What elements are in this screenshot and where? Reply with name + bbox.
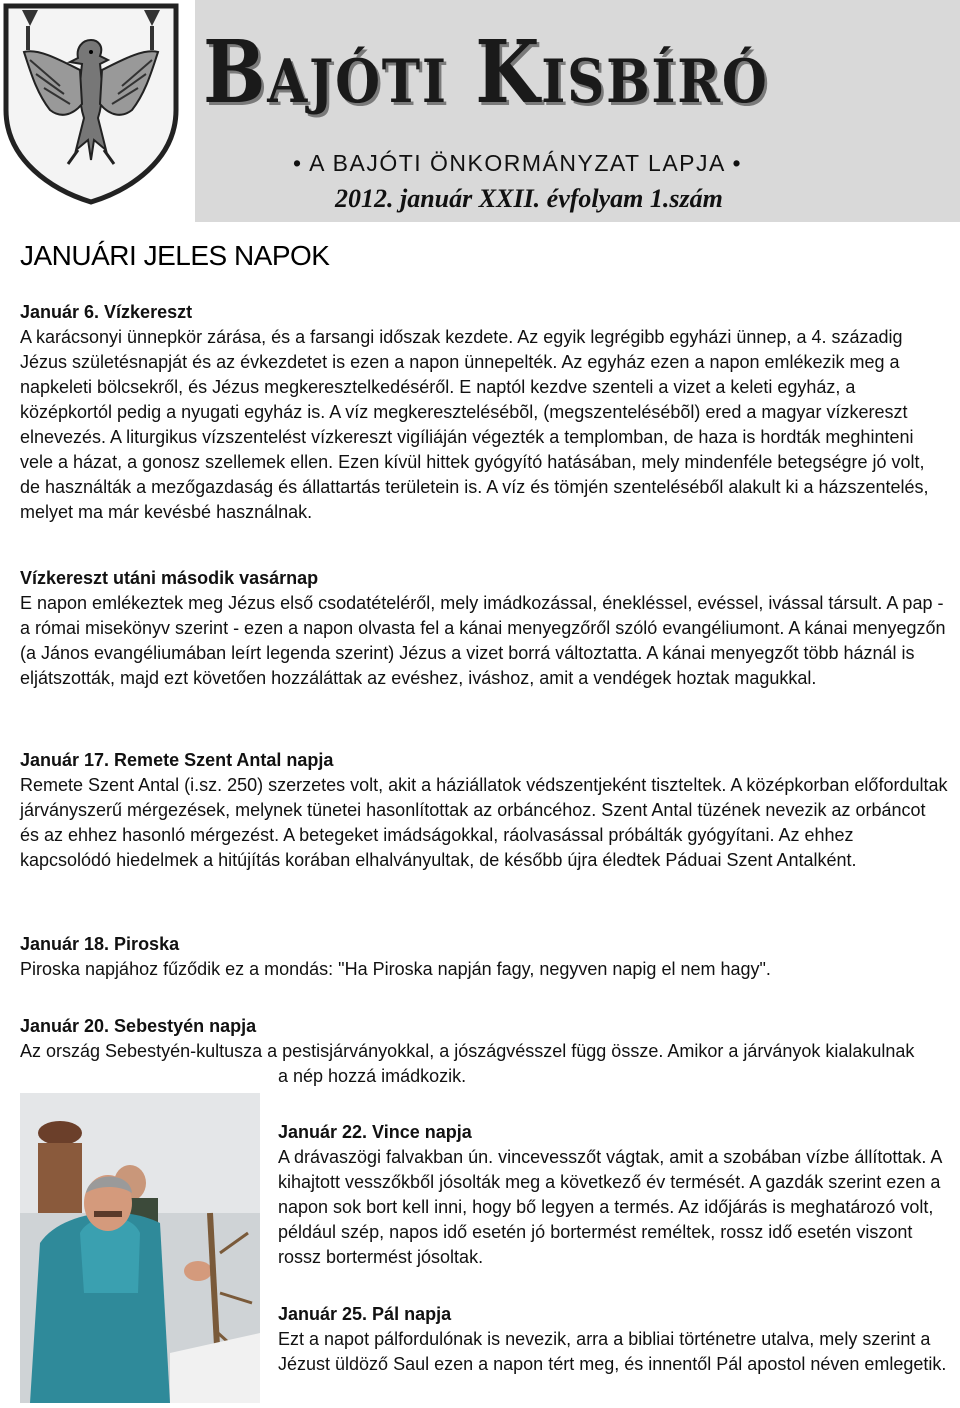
section-text: A drávaszögi falvakban ún. vincevesszőt vágtak, amit a szobában vízbe állítottak. A kihajtott vesszőkből jósolták meg a következő év termését. A gazdák szerint ezen a napon sok bort kell inni, hogy bő legyen a termés. Az időjárás is meghatározó volt, például szép, napos idő esetén jó bortermést reméltek, rossz idő esetén viszont rossz bortermést jósoltak. (278, 1147, 942, 1267)
section-second-sunday (20, 566, 948, 691)
section-vince (278, 1120, 948, 1270)
section-remete-szent-antal (20, 748, 948, 873)
section-text: Piroska napjához fűződik ez a mondás: "Ha Piroska napján fagy, negyven napig el nem hagy". (20, 959, 771, 979)
section-text: Remete Szent Antal (i.sz. 250) szerzetes volt, akit a háziállatok védszentjeként tiszteltek. A középkorban előfordultak járványszerű mérgezések, melynek tünetei hasonlítottak az orbáncéhoz. Szent Antal tüzének nevezik az orbáncot és az ehhez hasonló mérgezést. A betegeket imádságokkal, ráolvasással próbálták gyógyítani. Az ehhez kapcsolódó hiedelmek a hitújítás korában elhalványultak, de később újra éledtek Páduai Szent Antalként. (20, 775, 948, 870)
section-vizkereszt (20, 300, 948, 525)
section-sebestyen (20, 1014, 948, 1089)
section-heading: Vízkereszt utáni második vasárnap (20, 568, 319, 588)
vince-day-photo (20, 1093, 260, 1403)
section-text-tail: a nép hozzá imádkozik. (278, 1066, 467, 1086)
section-pal (278, 1302, 948, 1377)
section-heading: Január 6. Vízkereszt (20, 302, 193, 322)
newspaper-title: Bajóti Kisbíró (203, 22, 769, 123)
section-piroska (20, 932, 948, 982)
section-heading: Január 18. Piroska (20, 934, 180, 954)
section-heading: Január 25. Pál napja (278, 1304, 452, 1324)
section-heading: Január 20. Sebestyén napja (20, 1016, 257, 1036)
page-heading: JANUÁRI JELES NAPOK (20, 240, 330, 271)
section-text: E napon emlékeztek meg Jézus első csodatételéről, mely imádkozással, énekléssel, evéssel, ivással társult. A pap - a római misekönyv szerint - ezen a napon olvasta fel a kánai menyegzőről szóló evangéliumont. A kánai menyegzőn (a János evangéliumában leírt legenda szerint) Jézus a vizet borrá változtatta. A kánai menyegzőt több háznál is eljátszották, majd ezt követően hozzáláttak az evéshez, iváshoz, amit a vendégek hoztak magukkal. (20, 593, 946, 688)
section-heading: Január 17. Remete Szent Antal napja (20, 750, 334, 770)
coat-of-arms-eagle-icon (0, 0, 182, 205)
issue-info: 2012. január XXII. évfolyam 1.szám (335, 184, 723, 213)
section-heading: Január 22. Vince napja (278, 1122, 472, 1142)
masthead (195, 0, 960, 222)
section-text: A karácsonyi ünnepkör zárása, és a farsangi időszak kezdete. Az egyik legrégibb egyházi ünnep, a 4. századig Jézus születésnapját és az évkezdetet is ezen a napon ünnepelték. Az egyház ezen a napon emlékezik meg a napkeleti bölcsekről, és Jézus megkeresztelkedéséről. E naptól kezdve szenteli a vizet a keleti egyház, a középkortól pedig a nyugati egyház is. A víz megkeresztelésébõl, (megszentelésébõl) ered a magyar vízkereszt elnevezés. A liturgikus vízszentelést vízkereszt vigíliáján végezték a templomban, de haza is hordták meghinteni vele a házat, a gonosz szellemek ellen. Ezen kívül hittek gyógyító hatásában, mely mindenféle betegségre jó volt, de használták a mezőgazdaság és állattartás területein is. A víz és tömjén szenteléséből alakult ki a házszentelés, melyet ma már kevésbé használnak. (20, 327, 929, 522)
newspaper-subtitle: • A BAJÓTI ÖNKORMÁNYZAT LAPJA • (293, 150, 743, 176)
section-text: Ezt a napot pálfordulónak is nevezik, arra a bibliai történetre utalva, mely szerint a Jézust üldöző Saul ezen a napon tért meg, és innentől Pál apostol néven emlegetik. (278, 1329, 947, 1374)
section-text: Az ország Sebestyén-kultusza a pestisjárványokkal, a jószágvésszel függ össze. Amikor a járványok kialakulnak (20, 1041, 915, 1061)
